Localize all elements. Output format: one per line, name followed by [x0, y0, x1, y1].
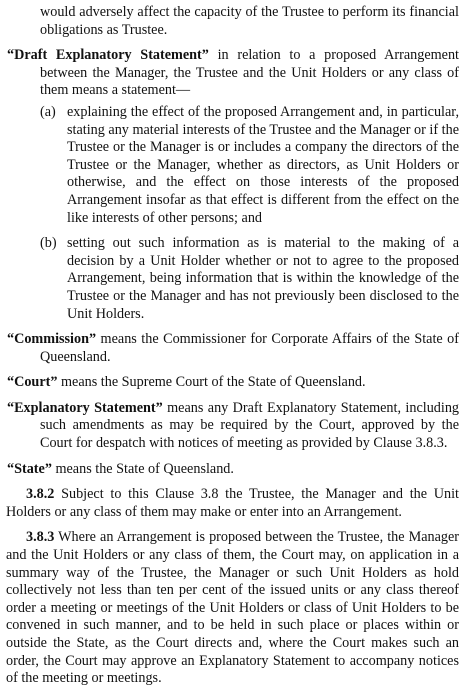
term-state: “State” — [7, 460, 52, 477]
definition-state — [6, 461, 459, 479]
clause-number: 3.8.2 — [26, 486, 55, 503]
clause-text: Subject to this Clause 3.8 the Trustee, the Manager and the Unit Holders or any class of them may make or enter into an Arrangement. — [6, 486, 459, 520]
definition-commission — [6, 331, 459, 366]
definition-court — [6, 374, 459, 392]
definition-text: means the Commissioner for Corporate Affairs of the State of Queensland. — [40, 331, 459, 365]
list-item — [40, 104, 459, 227]
definition-text: means any Draft Explanatory Statement, including such amendments as may be required by the Court, approved by the Court for despatch with notices of meeting as provided by Clause 3.8.3. — [40, 399, 460, 452]
clause-3-8-2 — [6, 486, 459, 521]
clause-text: Where an Arrangement is proposed between the Trustee, the Manager and the Unit Holders or any class of them, the Court may, on application in a summary way of the Trustee, the Manager or such Unit Holders as hold collectively not less than ten per cent of the issued units or any class thereof order a meeting or meetings of the Unit Holders or class of Unit Holders to be convened in such manner, and to be held in such place or places within or outside the State, as the Court directs and, where the Court makes such an order, the Court may approve an Explanatory Statement to accompany notices of the meeting or meetings. — [6, 529, 459, 687]
item-text: setting out such information as is material to the making of a decision by a Unit Holder whether or not to agree to the proposed Arrangement, being information that is within the knowledge of the Trustee or the Manager and has not previously been disclosed to the Unit Holders. — [67, 235, 459, 322]
continuation-paragraph: would adversely affect the capacity of the Trustee to perform its financial obligations as Trustee. — [40, 4, 459, 38]
term-draft-explanatory-statement: “Draft Explanatory Statement” — [7, 47, 209, 64]
definition-explanatory-statement — [6, 400, 459, 453]
definition-draft-explanatory-statement — [6, 47, 459, 100]
definition-text: in relation to a proposed Arrangement between the Manager, the Trustee and the Unit Holders or any class of them means a statement— — [40, 47, 459, 99]
clause-3-8-3 — [6, 529, 459, 687]
list-item — [40, 235, 459, 323]
definition-text: means the State of Queensland. — [51, 460, 234, 477]
term-court: “Court” — [7, 374, 58, 391]
term-commission: “Commission” — [7, 331, 97, 348]
item-label: (a) — [40, 103, 56, 120]
clause-number: 3.8.3 — [26, 529, 55, 546]
item-text: explaining the effect of the proposed Arrangement and, in particular, stating any material interests of the Trustee and the Manager or if the Trustee or the Manager is or includes a company the directors of the Trustee or the Manager, whether as directors, as Unit Holders or otherwise, and the effect on those interests of the proposed Arrangement insofar as that effect is different from the effect on the like interests of other persons; and — [67, 103, 459, 226]
item-label: (b) — [40, 235, 57, 252]
definition-text: means the Supreme Court of the State of Queensland. — [57, 374, 366, 391]
term-explanatory-statement: “Explanatory Statement” — [7, 399, 163, 416]
